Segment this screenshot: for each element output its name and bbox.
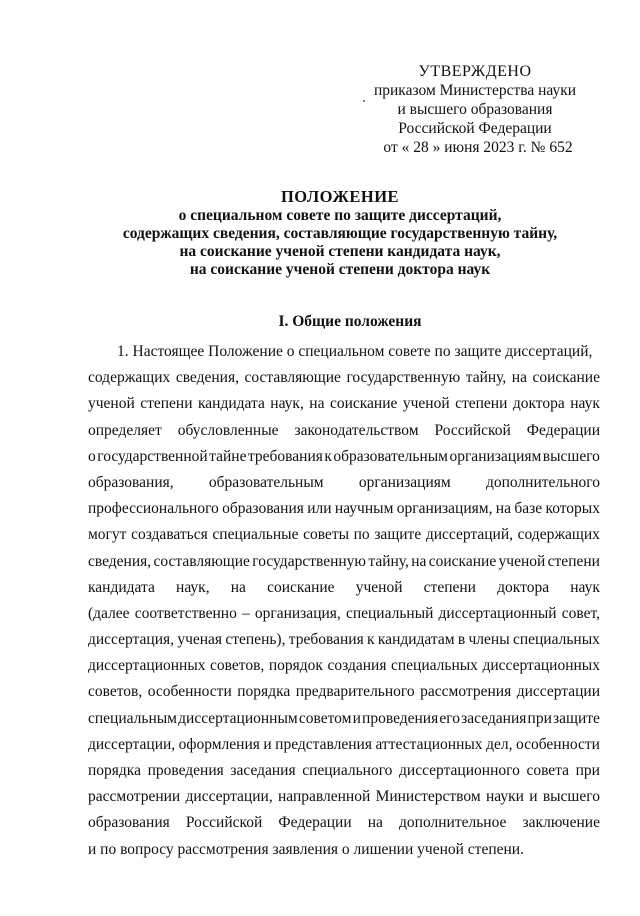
paragraph-word: степени xyxy=(423,578,476,596)
paragraph-word: соискание xyxy=(532,369,600,387)
paragraph-word: в xyxy=(457,631,466,649)
paragraph-word: советов, xyxy=(88,683,143,701)
paragraph-line xyxy=(88,575,600,601)
paragraph-word: Федерации xyxy=(278,814,352,832)
paragraph-word: его xyxy=(439,709,460,727)
paragraph-line xyxy=(88,549,600,575)
paragraph-word: порядка xyxy=(88,762,141,779)
paragraph-word: научным xyxy=(334,500,394,518)
paragraph-line xyxy=(88,339,600,365)
paragraph-word: совета xyxy=(526,762,570,779)
paragraph-word: тайне xyxy=(209,447,247,465)
document-title: ПОЛОЖЕНИЕ xyxy=(280,187,400,206)
paragraph-word: специальные xyxy=(212,526,299,544)
paragraph-word: предварительного xyxy=(295,683,415,701)
paragraph-word: высшего xyxy=(542,788,600,806)
paragraph-word: заключение xyxy=(522,814,600,832)
subtitle-line-2: содержащих сведения, составляющие государственную тайну, xyxy=(122,225,558,242)
paragraph-word: и xyxy=(263,735,272,753)
approval-line-3: Российской Федерации xyxy=(398,120,552,137)
paragraph-word: на xyxy=(511,369,527,387)
paragraph-word: могут xyxy=(88,526,127,544)
section-heading: I. Общие положения xyxy=(278,313,422,330)
paragraph-word: при xyxy=(527,709,552,727)
paragraph-word: 1. Настоящее Положение о специальном совете по защите диссертаций, xyxy=(117,343,593,360)
paragraph-word: и xyxy=(352,709,361,727)
paragraph-word: диссертационных xyxy=(482,657,600,675)
paragraph-word: защите xyxy=(553,709,600,727)
paragraph-word: совет, xyxy=(561,604,600,622)
paragraph-line xyxy=(88,391,600,417)
paragraph-line xyxy=(88,732,600,758)
paragraph-word: на xyxy=(495,500,511,518)
paragraph-word: (далее xyxy=(88,604,130,622)
subtitle-line-1: о специальном совете по защите диссертаций, xyxy=(178,207,502,224)
paragraph-word: специальных xyxy=(391,657,478,675)
paragraph-word: рассмотрении xyxy=(88,788,181,806)
paragraph-word: диссертационных xyxy=(88,657,206,675)
paragraph-word: содержащих xyxy=(88,369,171,387)
paragraph-word: представления xyxy=(275,735,372,753)
paragraph-word: диссертационный xyxy=(438,604,557,622)
paragraph-word: Федерации xyxy=(526,421,600,439)
paragraph-word: образовательным xyxy=(208,473,324,491)
paragraph-word: специального xyxy=(302,762,393,779)
paragraph-word: кандидата xyxy=(88,578,155,596)
paragraph-word: при xyxy=(575,762,600,779)
paragraph-word: защите xyxy=(374,526,422,544)
paragraph-word: к xyxy=(324,447,332,465)
paragraph-word: – xyxy=(241,604,250,622)
paragraph-word: на xyxy=(367,814,383,832)
paragraph-word: доктора xyxy=(497,578,550,596)
paragraph-word: ученой xyxy=(88,395,135,413)
paragraph-word: законодательством xyxy=(294,421,419,439)
paragraph-line xyxy=(88,496,600,522)
paragraph-word: направленной xyxy=(278,788,371,806)
paragraph-word: которых xyxy=(545,500,600,518)
paragraph-word: наук, xyxy=(270,395,304,413)
paragraph-word: на xyxy=(309,395,325,413)
paragraph-word: порядок xyxy=(268,657,323,675)
paragraph-word: ученой xyxy=(498,552,546,570)
paragraph-word: диссертационным xyxy=(178,709,298,727)
paragraph-word: Министерством xyxy=(375,788,481,806)
paragraph-word: советом xyxy=(298,709,352,727)
paragraph-word: оформления xyxy=(178,735,260,753)
paragraph-line xyxy=(88,627,600,653)
paragraph-body xyxy=(88,339,600,863)
approval-stamp-block xyxy=(360,62,590,157)
paragraph-word: по xyxy=(353,526,370,544)
paragraph-word: аттестационных xyxy=(375,735,483,753)
paragraph-word: кандидата xyxy=(197,395,265,413)
paragraph-word: специальных xyxy=(512,631,600,649)
paragraph-word: диссертационного xyxy=(399,762,520,779)
paragraph-word: или xyxy=(307,500,332,518)
approval-line-2: и высшего образования xyxy=(397,101,553,118)
paragraph-word: советы xyxy=(303,526,350,544)
paragraph-word: организациям xyxy=(449,447,542,465)
paragraph-word: специальный xyxy=(345,604,434,622)
subtitle-line-4: на соискание ученой степени доктора наук xyxy=(189,261,491,278)
paragraph-word: на xyxy=(230,578,246,596)
paragraph-line xyxy=(88,418,600,444)
paragraph-word: ученой xyxy=(355,578,403,596)
paragraph-line xyxy=(88,365,600,391)
approval-title: УТВЕРЖДЕНО xyxy=(418,63,532,80)
paragraph-word: составляющие xyxy=(153,552,250,570)
paragraph-word: организациям, xyxy=(396,500,493,518)
paragraph-word: требования xyxy=(288,631,364,649)
paragraph-word: заседания xyxy=(230,762,296,779)
paragraph-word: диссертации xyxy=(516,683,600,701)
paragraph-word: образовательным xyxy=(333,447,448,465)
paragraph-word: образования, xyxy=(88,473,174,491)
paragraph-word: и по вопросу рассмотрения заявления о лишении ученой степени. xyxy=(88,840,524,858)
paragraph-word: соискание xyxy=(329,395,398,413)
paragraph-word: степени xyxy=(140,395,193,413)
paragraph-word: порядка xyxy=(237,683,291,701)
paragraph-word: создаваться xyxy=(131,526,208,544)
paragraph-word: особенности xyxy=(147,683,232,701)
paragraph-word: сведения, xyxy=(175,369,239,387)
document-heading xyxy=(90,188,590,279)
paragraph-line xyxy=(88,758,600,784)
paragraph-word: тайну, xyxy=(368,552,409,570)
paragraph-word: ученой xyxy=(402,395,450,413)
paragraph-line xyxy=(88,470,600,496)
paragraph-word: заседания xyxy=(461,709,527,727)
paragraph-line xyxy=(88,706,600,732)
paragraph-word: Российской xyxy=(185,814,263,832)
paragraph-word: проведения xyxy=(362,709,439,727)
paragraph-word: требования xyxy=(247,447,323,465)
paragraph-word: образования xyxy=(222,500,304,518)
paragraph-word: диссертации, xyxy=(185,788,273,806)
paragraph-word: и xyxy=(529,788,538,806)
paragraph-word: наук xyxy=(570,395,600,413)
paragraph-line xyxy=(88,784,600,810)
paragraph-line xyxy=(88,837,600,863)
paragraph-word: обусловленные xyxy=(177,421,279,439)
paragraph-word: тайну, xyxy=(465,369,507,387)
paragraph-word: диссертаций, xyxy=(425,526,513,544)
paragraph-word: государственной xyxy=(97,447,208,465)
paragraph-word: диссертация, xyxy=(88,631,174,649)
paragraph-word: Российской xyxy=(434,421,511,439)
paragraph-word: дел, xyxy=(486,735,513,753)
paragraph-word: к xyxy=(367,631,375,649)
paragraph-word: соискание xyxy=(428,552,497,570)
paragraph-line xyxy=(88,653,600,679)
paragraph-word: образования xyxy=(88,814,170,832)
paragraph-word: сведения, xyxy=(88,552,152,570)
paragraph-word: степени xyxy=(547,552,600,570)
paragraph-word: ученая xyxy=(177,631,223,649)
paragraph-word: высшего xyxy=(542,447,600,465)
paragraph-word: рассмотрения xyxy=(420,683,512,701)
approval-date-line: от « 28 » июня 2023 г. № 652 xyxy=(383,139,573,156)
paragraph-word: проведения xyxy=(147,762,224,779)
paragraph-word: на xyxy=(411,552,427,570)
paragraph-word: базе xyxy=(514,500,543,518)
approval-line-1: приказом Министерства науки xyxy=(373,82,577,99)
subtitle-line-3: на соискание ученой степени кандидата наук, xyxy=(179,243,501,260)
paragraph-word: члены xyxy=(468,631,510,649)
paragraph-word: науки xyxy=(485,788,524,806)
paragraph-word: дополнительного xyxy=(485,473,600,491)
paragraph-word: доктора xyxy=(512,395,565,413)
paragraph-word: государственную xyxy=(346,369,461,387)
paragraph-word: о xyxy=(88,447,96,465)
paragraph-word: государственную xyxy=(252,552,367,570)
paragraph-word: соответственно xyxy=(134,604,237,622)
paragraph-word: профессионального xyxy=(88,500,219,518)
paragraph-line xyxy=(88,522,600,548)
paragraph-word: степени xyxy=(455,395,508,413)
paragraph-line xyxy=(88,444,600,470)
paragraph-line xyxy=(88,601,600,627)
paragraph-word: особенности xyxy=(515,735,600,753)
paragraph-word: организациям xyxy=(358,473,451,491)
paragraph-word: диссертации, xyxy=(88,735,176,753)
paragraph-line xyxy=(88,810,600,836)
paragraph-line xyxy=(88,679,600,705)
paragraph-word: определяет xyxy=(88,421,162,439)
paragraph-word: советов, xyxy=(210,657,265,675)
paragraph-word: составляющие xyxy=(244,369,341,387)
paragraph-word: создания xyxy=(327,657,387,675)
paragraph-word: организация, xyxy=(254,604,341,622)
paragraph-word: соискание xyxy=(267,578,335,596)
paragraph-word: степень), xyxy=(225,631,286,649)
paragraph-word: наук, xyxy=(176,578,210,596)
paragraph-word: содержащих xyxy=(517,526,600,544)
paragraph-word: специальным xyxy=(88,709,177,727)
paragraph-word: дополнительное xyxy=(399,814,507,832)
paragraph-word: кандидатам xyxy=(377,631,455,649)
paragraph-word: наук xyxy=(570,578,600,596)
